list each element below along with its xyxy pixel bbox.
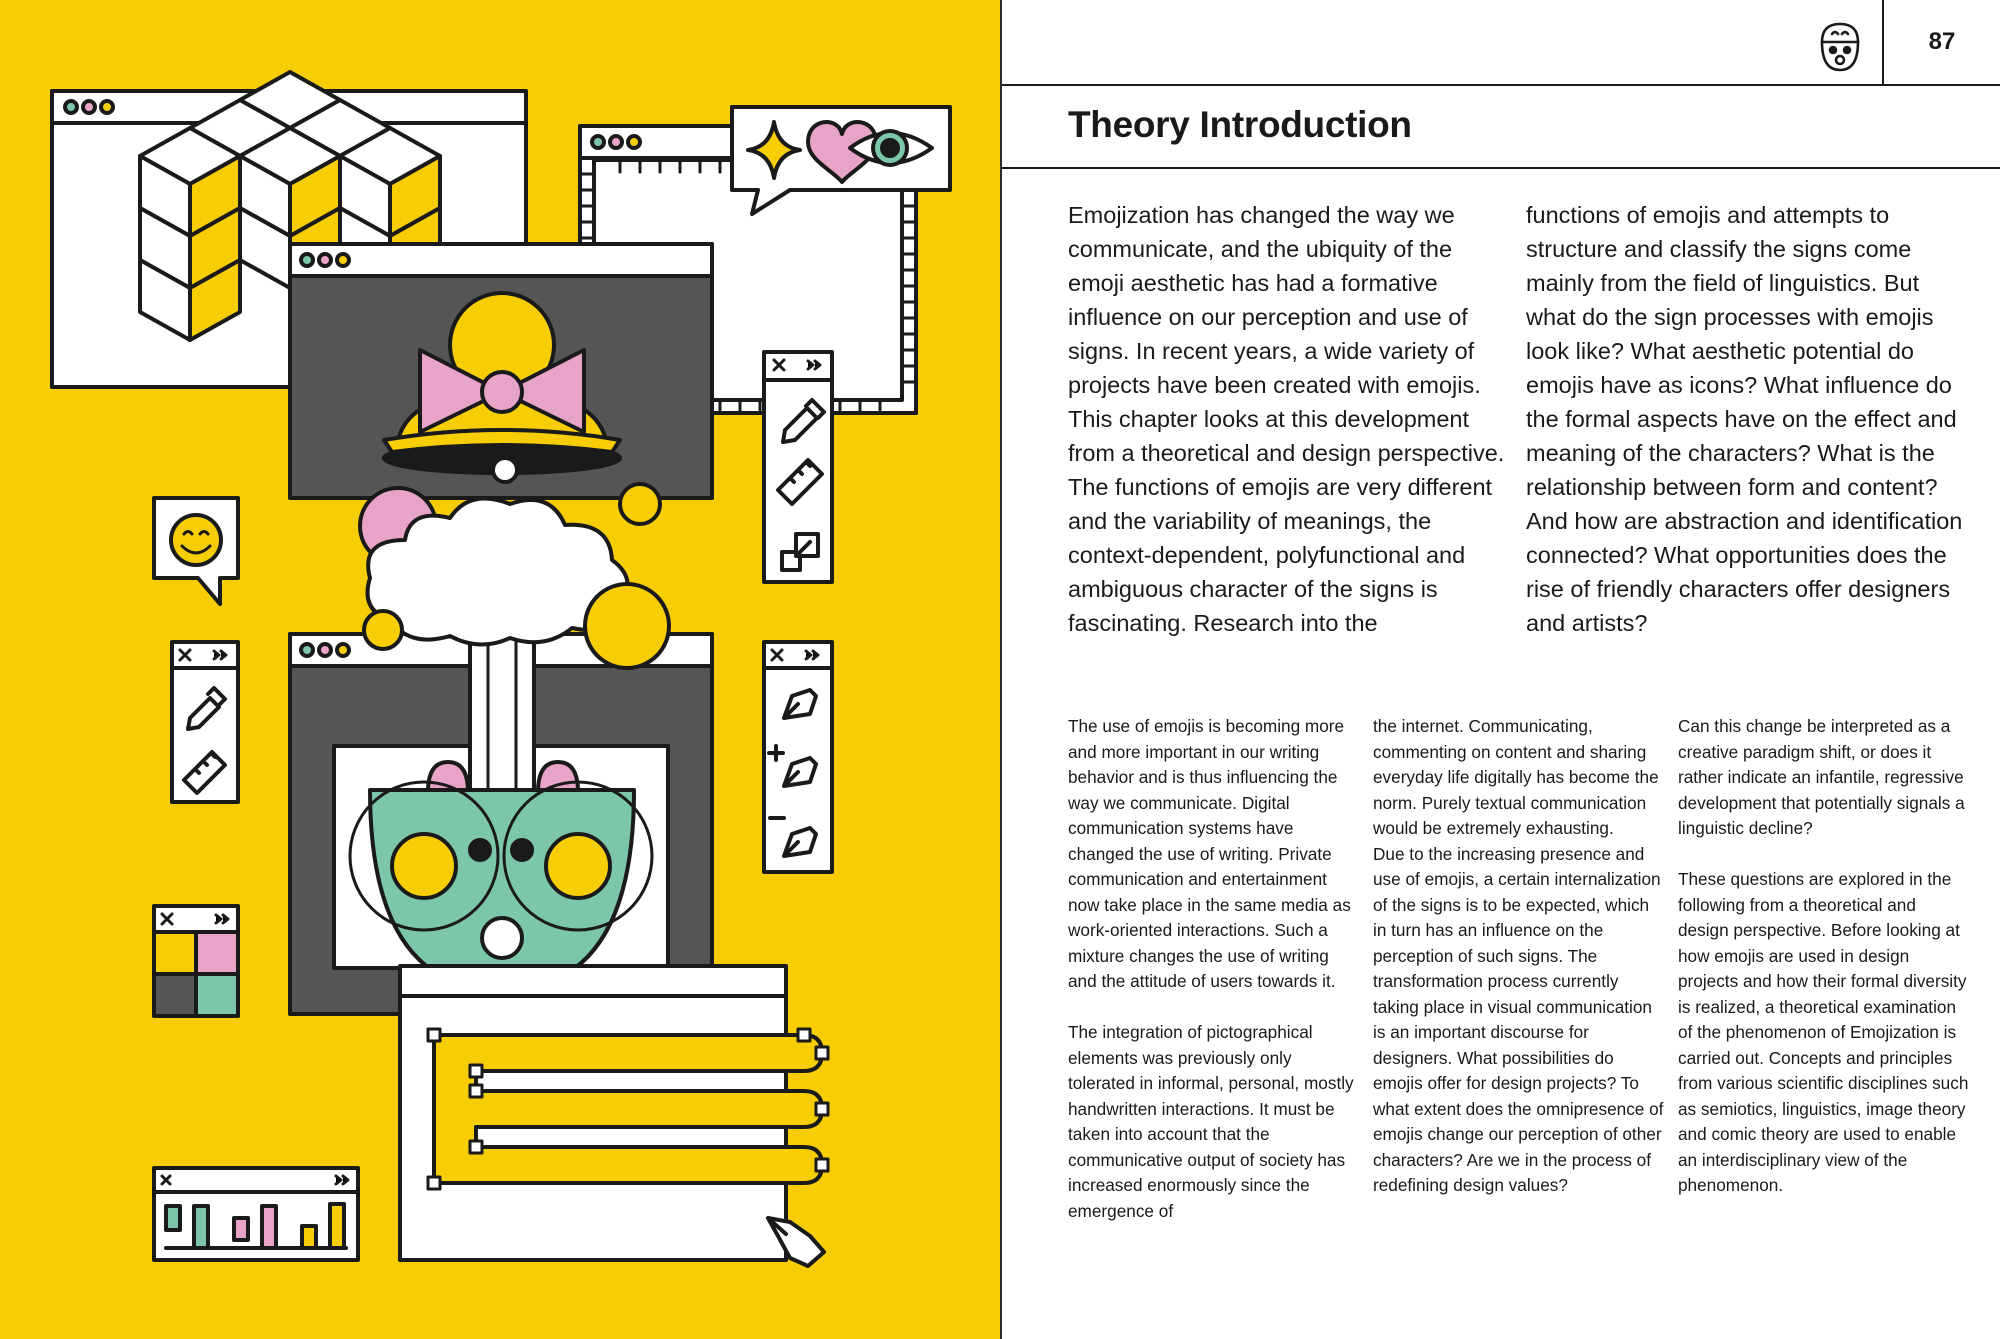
body-paragraph: The integration of pictographical elements was previously only tolerated in informal, personal, mostly handwritten interactions. It must be taken into account that the communicative output of society has increased enormously since the emergence of [1068, 1022, 1354, 1221]
smiley-bubble [154, 498, 238, 604]
page-number: 87 [1928, 28, 1956, 55]
body-paragraph: Due to the increasing presence and use of emojis, a certain internalization of the signs is to be expected, which in turn has an influence on the perception of such signs. The transformation process currently taking place in visual communication is an important discourse for designers. What possibilities do emojis offer for design projects? To what extent does the omnipresence of emojis change our perception of other characters? Are we in the process of redefining design values? [1373, 843, 1664, 1195]
text-page [1002, 0, 2000, 1339]
lead-column-2 [1526, 198, 1966, 640]
bell-window [290, 244, 712, 498]
body-column-3 [1678, 714, 1970, 1199]
color-swatch-palette [154, 906, 238, 1016]
header-rule [1002, 84, 2000, 86]
section-title: Theory Introduction [1068, 104, 1412, 145]
tool-palette-left [172, 642, 238, 802]
bar-chart-widget [154, 1168, 358, 1260]
body-column-1 [1068, 714, 1360, 1224]
title-rule [1002, 167, 2000, 169]
path-window [400, 966, 828, 1266]
body-paragraph: the internet. Communicating, commenting on content and sharing everyday life digitally has become the norm. Purely textual communication would be extremely exhausting. [1373, 716, 1659, 838]
pen-tool-palette [764, 642, 832, 872]
body-paragraph: The use of emojis is becoming more and more important in our writing behavior and is thus influencing the way we communicate. Digital communication systems have changed the use of writing. Private communication and entertainment now take place in the same media as work-oriented interactions. Such a mixture changes the use of writing and the attitude of users towards it. [1068, 716, 1351, 991]
smiley-icon [171, 515, 221, 565]
lead-paragraph: functions of emojis and attempts to structure and classify the signs come mainly from the field of linguistics. But what do the sign processes with emojis look like? What aesthetic potential do emojis have as icons? What influence do the formal aspects have on the effect and meaning of the characters? What is the relationship between form and content? And how are abstraction and identification connected? What opportunities does the rise of friendly characters offer designers and artists? [1526, 202, 1963, 636]
lead-column-1 [1068, 198, 1508, 640]
lead-paragraph: The functions of emojis are very different and the variability of meanings, the context-dependent, polyfunctional and ambiguous character of the signs is fascinating. Research into the [1068, 474, 1493, 636]
body-paragraph: Can this change be interpreted as a creative paradigm shift, or does it rather indicate an infantile, regressive development that potentially signals a linguistic decline? [1678, 716, 1965, 838]
body-paragraph: These questions are explored in the following from a theoretical and design perspective. Before looking at how emojis are used in design projects and how their formal diversity is realized, a theoretical examination of the phenomenon of Emojization is carried out. Concepts and principles from various scientific disciplines such as semiotics, linguistics, image theory and comic theory are used to enable an interdisciplinary view of the phenomenon. [1678, 869, 1969, 1195]
surprised-face-icon [1818, 20, 1862, 74]
tool-palette-top [764, 352, 832, 582]
body-column-2 [1373, 714, 1665, 1199]
lead-paragraph: Emojization has changed the way we communicate, and the ubiquity of the emoji aesthetic has had a formative influence on our perception and use of signs. In recent years, a wide variety of projects have been created with emojis. This chapter looks at this development from a theoretical and design perspective. [1068, 202, 1505, 466]
